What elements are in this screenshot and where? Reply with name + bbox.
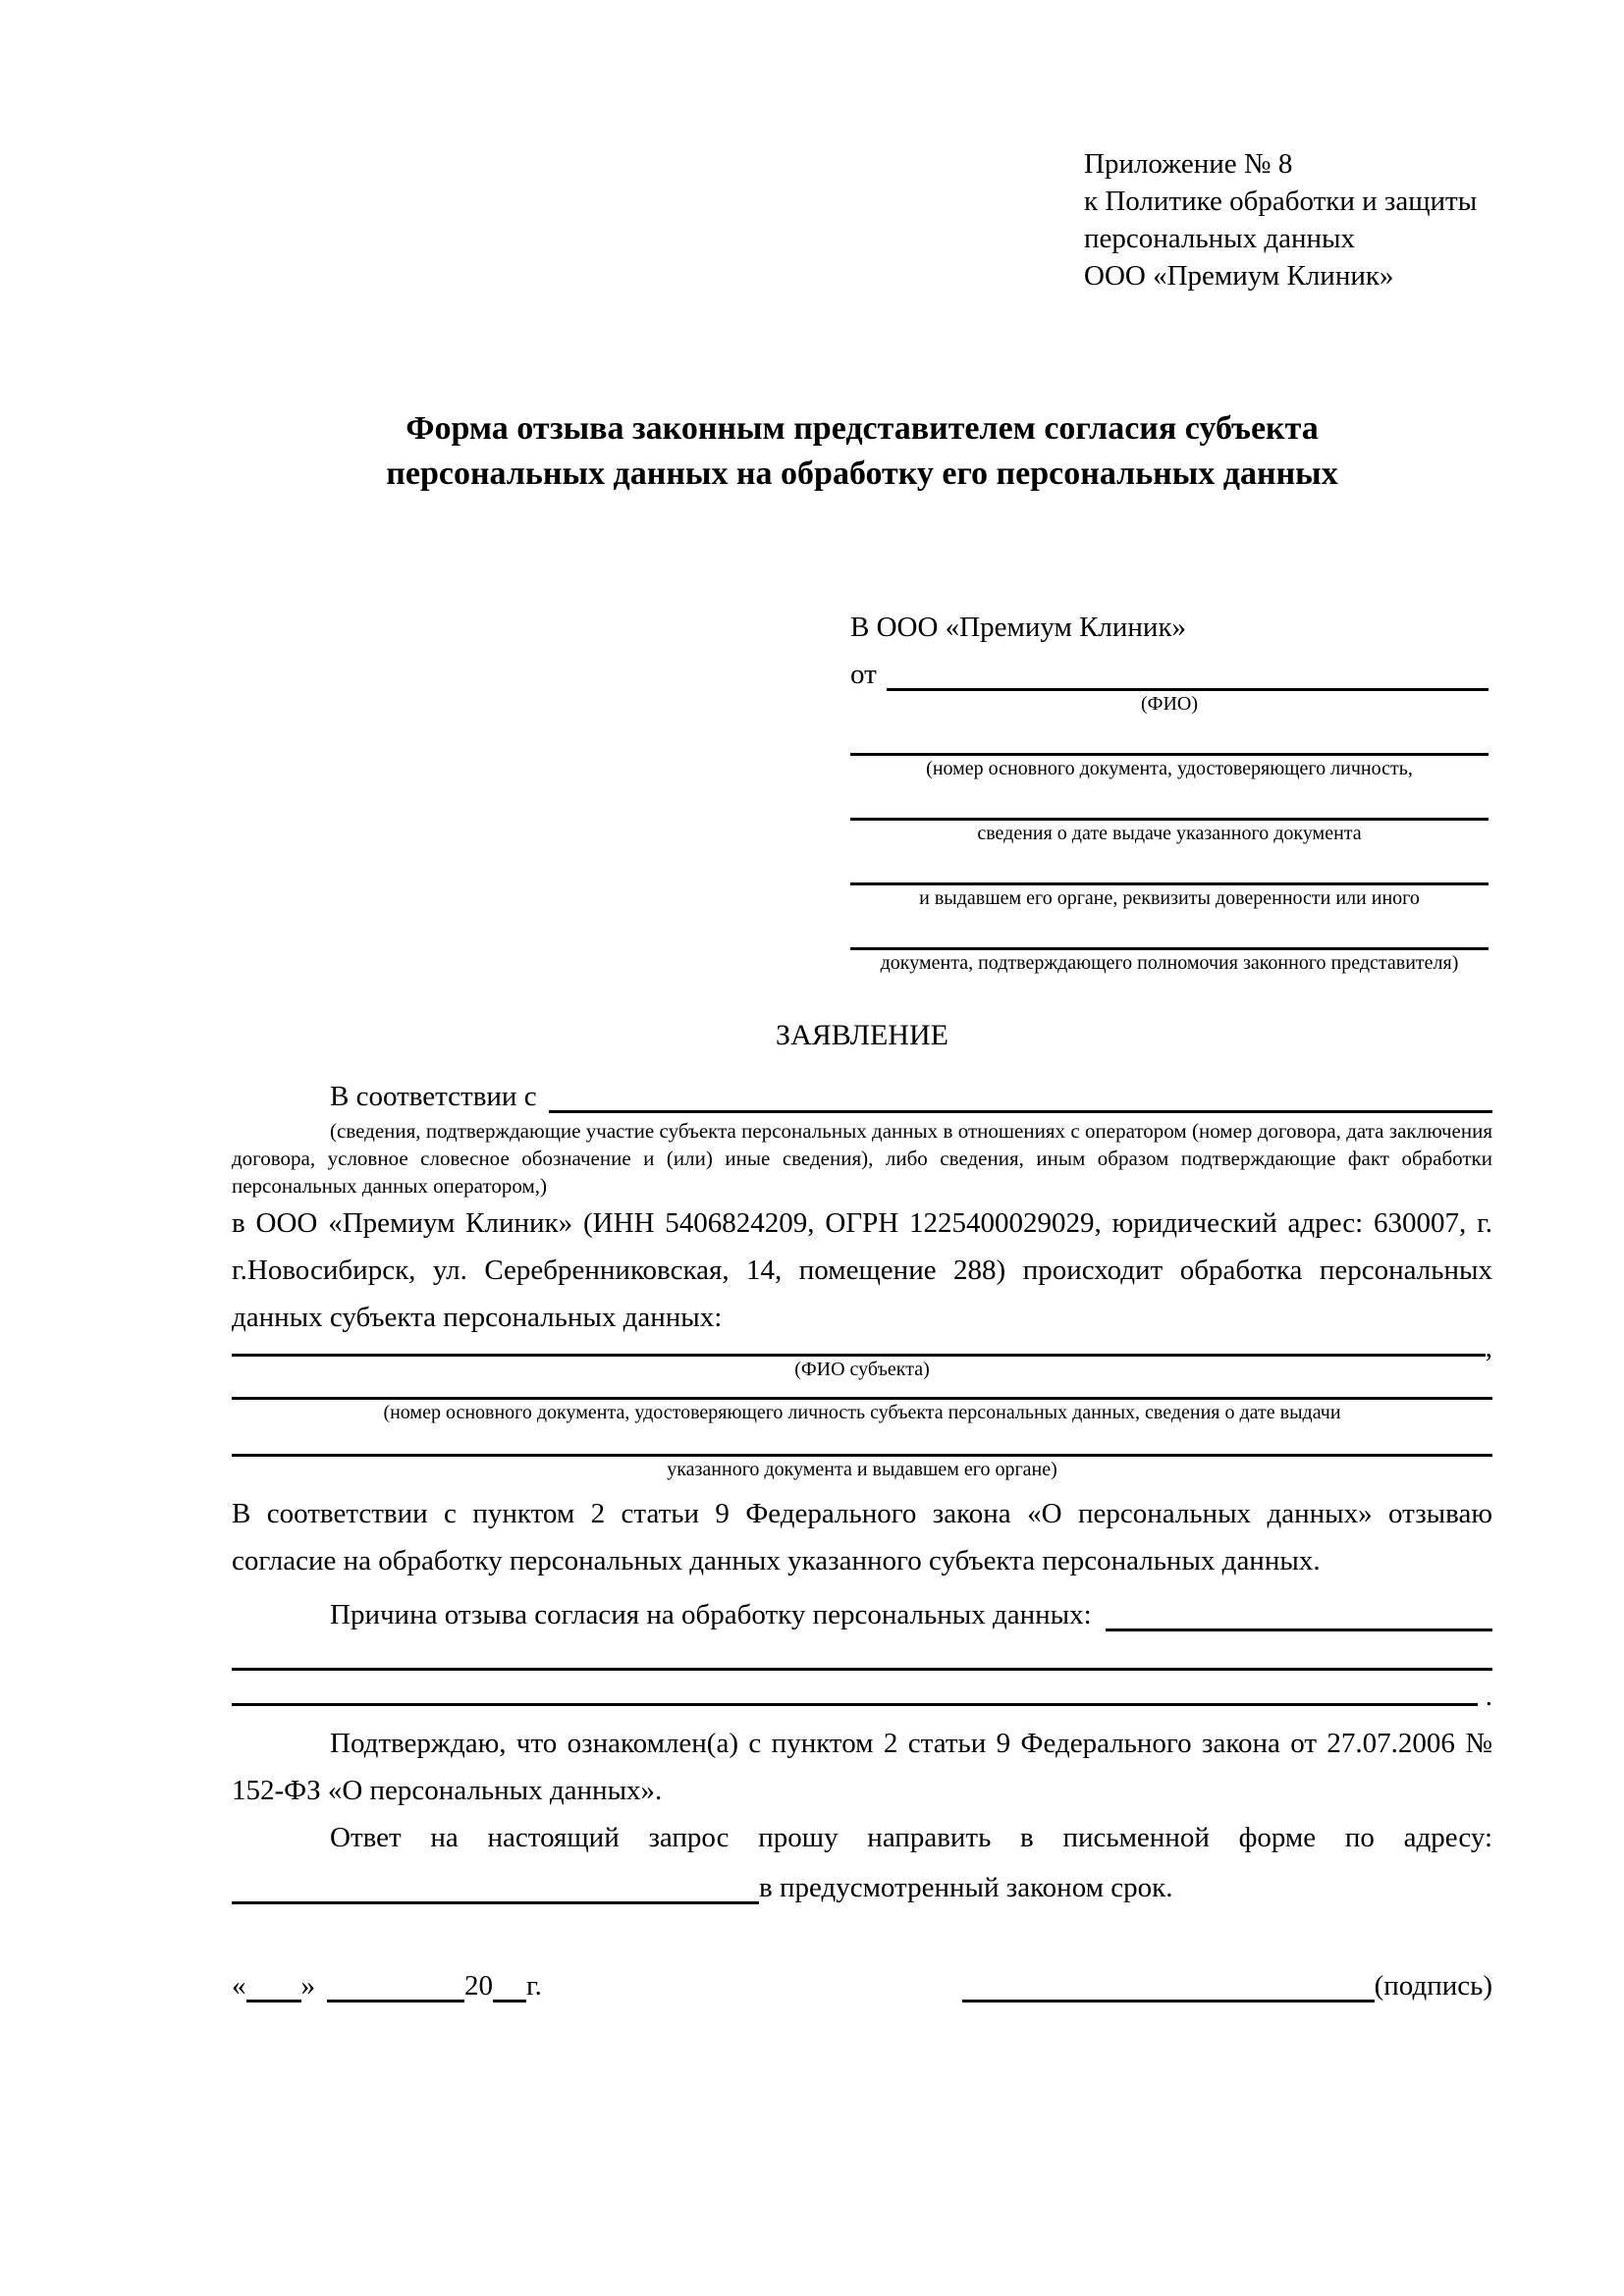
fio-subject-caption: (ФИО субъекта) [794, 1359, 930, 1380]
reason-extra-line-2[interactable] [232, 1675, 1478, 1706]
accordance-basis-line[interactable] [549, 1076, 1492, 1113]
title-line: Форма отзыва законным представителем согласия субъекта [406, 410, 1319, 447]
document-content [232, 145, 1492, 2002]
year-suffix: г. [526, 1970, 542, 2002]
addressee-organization: В ООО «Премиум Клиник» [850, 612, 1187, 643]
withdrawal-paragraph: В соответствии с пунктом 2 статьи 9 Федерального закона «О персональных данных» отзываю согласие на обработку персональных данных указанного субъекта персональных данных. [232, 1498, 1492, 1576]
subject-doc-caption-2: указанного документа и выдавшем его органе) [667, 1459, 1057, 1480]
month-line[interactable] [327, 1967, 464, 2002]
appendix-header-line: Приложение № 8 [1084, 148, 1293, 180]
subject-doc-caption-1: (номер основного документа, удостоверяющего личность субъекта персональных данных, сведения о дате выдачи [383, 1402, 1341, 1423]
confirm-paragraph: Подтверждаю, что ознакомлен(а) с пунктом 2 статьи 9 Федерального закона от 27.07.2006 № 152-ФЗ «О персональных данных». [232, 1728, 1492, 1806]
appendix-header-line: ООО «Премиум Клиник» [1084, 260, 1394, 292]
representative-doc-authority-line[interactable] [850, 846, 1489, 885]
appendix-header-line: к Политике обработки и защиты [1084, 186, 1478, 217]
fio-caption: (ФИО) [1140, 693, 1198, 715]
representative-doc-issue-date-caption: сведения о дате выдаче указанного документа [977, 823, 1362, 844]
appendix-header [1084, 145, 1492, 294]
day-quote-open: « [232, 1970, 246, 2002]
date-field [232, 1961, 542, 2002]
document-title [232, 406, 1492, 497]
operator-paragraph: в ООО «Премиум Клиник» (ИНН 5406824209, ОГРН 1225400029029, юридический адрес: 630007, г. г.Новосибирск, ул. Серебренниковская, 14, помещение 288) происходит обработка персональных данных субъекта персональных данных: [232, 1207, 1492, 1333]
title-line: персональных данных на обработку его персональных данных [386, 455, 1338, 492]
reply-tail-row [232, 1861, 1492, 1904]
reason-extra-row-2 [232, 1671, 1492, 1712]
subject-doc-line-2[interactable] [232, 1425, 1492, 1457]
subject-fio-line[interactable] [232, 1343, 1486, 1357]
reason-row [232, 1584, 1492, 1631]
signature-caption: (подпись) [1374, 1970, 1492, 2002]
accordance-note: (сведения, подтверждающие участие субъекта персональных данных в отношениях с оператором (номер договора, дата заключения договора, условное словесное обозначение и (или) иные сведения), либо сведения, иным образом подтверждающие факт обработки персональных данных оператором,) [232, 1119, 1492, 1198]
year-line[interactable] [493, 1967, 526, 2002]
representative-doc-number-line[interactable] [850, 717, 1489, 756]
in-accordance-label: В соответствии с [330, 1081, 537, 1112]
from-label: от [850, 659, 877, 690]
footer-row [232, 1961, 1492, 2002]
reason-label: Причина отзыва согласия на обработку персональных данных: [330, 1599, 1092, 1630]
representative-doc-issue-date-line[interactable] [850, 781, 1489, 821]
reply-address-line[interactable] [232, 1869, 759, 1904]
year-prefix: 20 [464, 1970, 493, 2002]
day-line[interactable] [246, 1967, 301, 2002]
addressee-block [850, 607, 1489, 976]
signature-line[interactable] [962, 1967, 1375, 2002]
appendix-header-line: персональных данных [1084, 223, 1356, 254]
subject-line-comma: , [1485, 1332, 1492, 1363]
representative-authority-doc-caption: документа, подтверждающего полномочия законного представителя) [880, 952, 1459, 974]
subject-fio-row [232, 1332, 1492, 1363]
reply-request-tail: в предусмотренный законом срок. [759, 1872, 1173, 1903]
reason-line-period: . [1485, 1681, 1492, 1712]
representative-doc-number-caption: (номер основного документа, удостоверяющего личность, [926, 758, 1413, 779]
subject-doc-line-1[interactable] [232, 1382, 1492, 1400]
representative-fio-line[interactable] [887, 654, 1489, 691]
reason-line[interactable] [1106, 1592, 1492, 1631]
from-row [850, 648, 1489, 691]
day-quote-close: » [300, 1970, 315, 2002]
statement-heading: ЗАЯВЛЕНИЕ [776, 1019, 948, 1051]
reason-extra-line-1[interactable] [232, 1657, 1492, 1671]
accordance-row [232, 1068, 1492, 1113]
representative-authority-doc-line[interactable] [850, 911, 1489, 950]
signature-field [962, 1961, 1492, 2002]
reply-request-paragraph: Ответ на настоящий запрос прошу направить в письменной форме по адресу: [330, 1822, 1492, 1853]
representative-doc-authority-caption: и выдавшем его органе, реквизиты доверенности или иного [919, 887, 1420, 909]
